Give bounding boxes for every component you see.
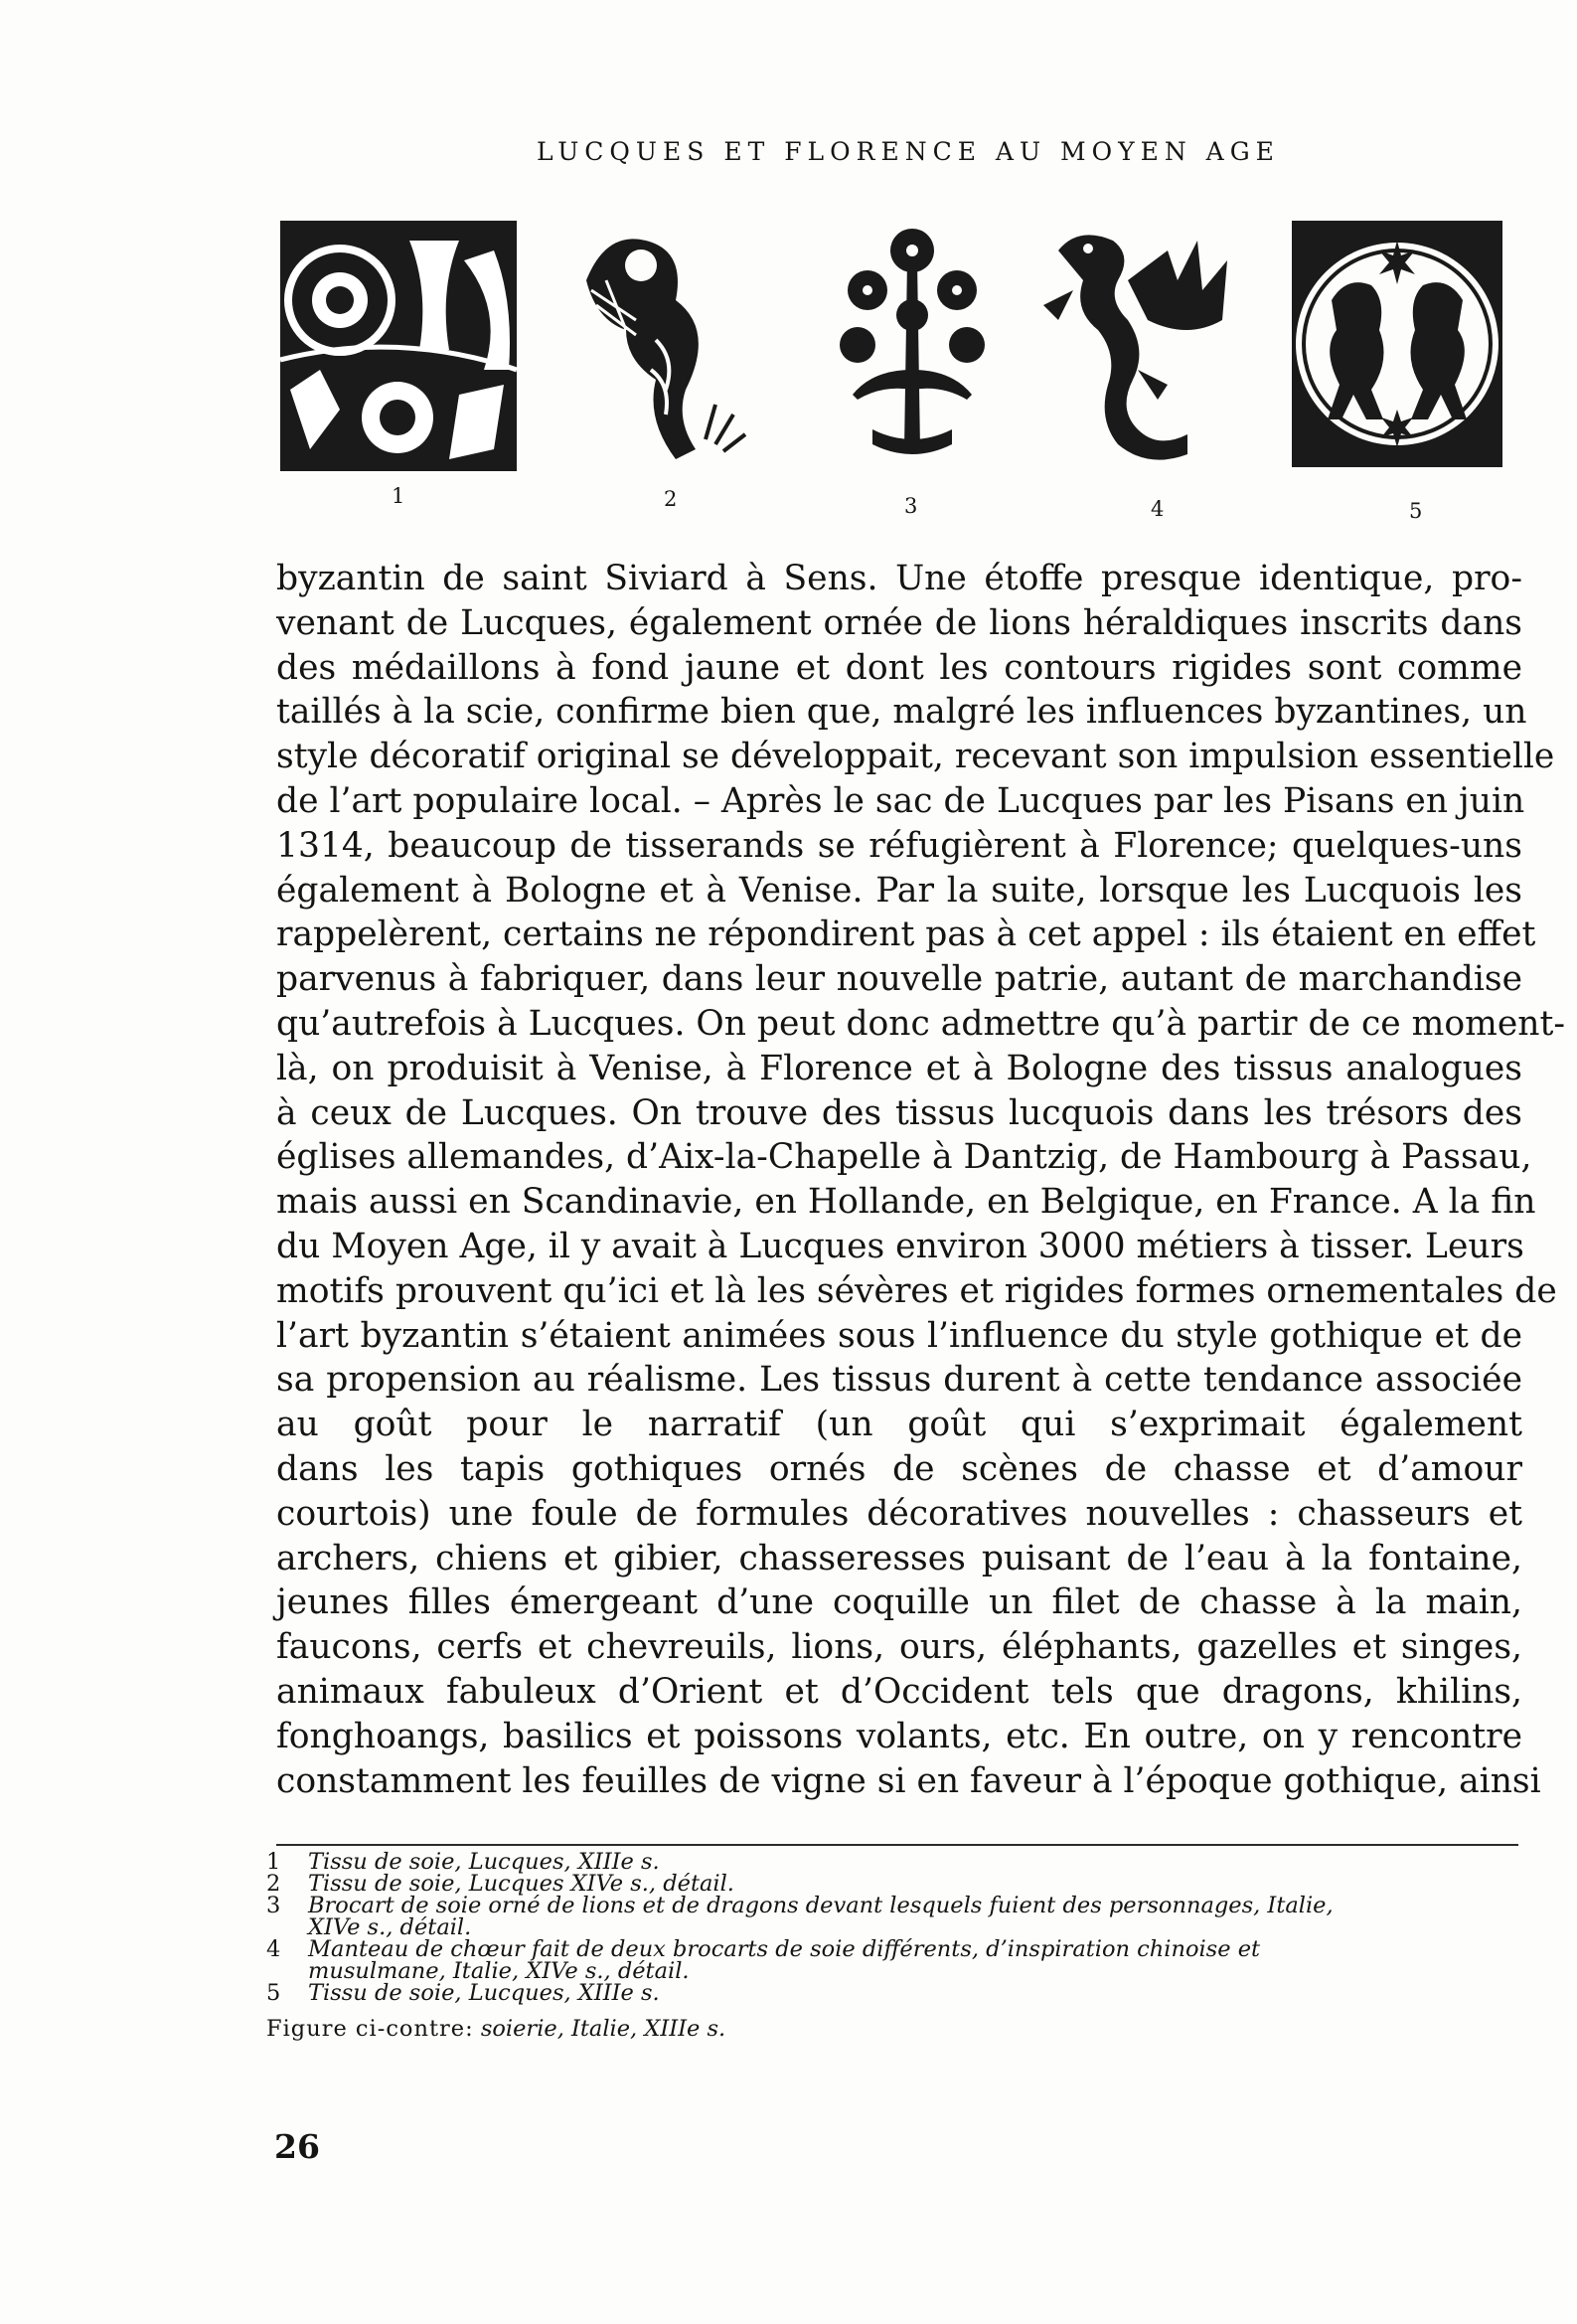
- body-line: églises allemandes, d’Aix-la-Chapelle à Dantzig, de Hambourg à Passau,: [276, 1137, 1532, 1178]
- body-line: courtois) une foule de formules décoratives nouvelles : chasseurs et: [276, 1493, 1522, 1534]
- footnote-number: 2: [266, 1871, 281, 1897]
- body-line: au goût pour le narratif (un goût qui s’exprimait également: [276, 1405, 1522, 1445]
- figure-3-number: 3: [904, 494, 918, 518]
- footnote-rule: [276, 1844, 1518, 1846]
- body-line: qu’autrefois à Lucques. On peut donc admettre qu’à partir de ce moment-: [276, 1003, 1566, 1044]
- body-line: venant de Lucques, également ornée de lions héraldiques inscrits dans: [276, 602, 1522, 643]
- body-line: de l’art populaire local. – Après le sac de Lucques par les Pisans en juin: [276, 780, 1525, 821]
- body-line: animaux fabuleux d’Orient et d’Occident tels que dragons, khilins,: [276, 1671, 1522, 1712]
- body-line: taillés à la scie, confirme bien que, malgré les influences byzantines, un: [276, 692, 1527, 733]
- body-line: mais aussi en Scandinavie, en Hollande, en Belgique, en France. A la fin: [276, 1182, 1536, 1223]
- figure-5-image: [1292, 221, 1502, 467]
- body-line: sa propension au réalisme. Les tissus durent à cette tendance associée: [276, 1360, 1522, 1401]
- body-line: des médaillons à fond jaune et dont les contours rigides sont comme: [276, 647, 1522, 688]
- footnote-text: Tissu de soie, Lucques XIVe s., détail.: [308, 1871, 734, 1897]
- figure-ci-contre-caption: [266, 2018, 1533, 2040]
- body-line: constamment les feuilles de vigne si en faveur à l’époque gothique, ainsi: [276, 1760, 1541, 1801]
- figure-3-image: [813, 221, 1012, 471]
- footnote-text: [308, 1938, 1260, 1982]
- footnote-number: 5: [266, 1980, 281, 2006]
- body-line: également à Bologne et à Venise. Par la suite, lorsque les Lucquois les: [276, 870, 1522, 911]
- footnote-line: Brocart de soie orné de lions et de dragons devant lesquels fuient des personnages, Italie,: [308, 1893, 1334, 1918]
- figure-strip: [0, 221, 1577, 549]
- body-line: du Moyen Age, il y avait à Lucques environ 3000 métiers à tisser. Leurs: [276, 1226, 1524, 1266]
- figure-2-image: [566, 221, 765, 471]
- body-line: dans les tapis gothiques ornés de scènes de chasse et d’amour: [276, 1448, 1522, 1489]
- footnote-text: Tissu de soie, Lucques, XIIIe s.: [308, 1849, 660, 1875]
- body-line: là, on produisit à Venise, à Florence et à Bologne des tissus analogues: [276, 1048, 1522, 1088]
- body-line: style décoratif original se développait, recevant son impulsion essentielle: [276, 737, 1555, 777]
- page-number: 26: [274, 2127, 320, 2166]
- figure-1-image: [280, 221, 517, 471]
- body-text: [276, 557, 1566, 1803]
- footnote-text: [308, 1895, 1334, 1938]
- body-line: parvenus à fabriquer, dans leur nouvelle patrie, autant de marchandise: [276, 959, 1522, 1000]
- footnotes: [266, 1851, 1533, 2040]
- body-line: rappelèrent, certains ne répondirent pas à cet appel : ils étaient en effet: [276, 914, 1536, 955]
- footnote-5: [266, 1982, 1533, 2004]
- figure-ci-contre-label: Figure ci-contre:: [266, 2016, 474, 2042]
- figure-5-number: 5: [1409, 499, 1423, 523]
- body-line: byzantin de saint Siviard à Sens. Une étoffe presque identique, pro-: [276, 559, 1522, 598]
- body-line: 1314, beaucoup de tisserands se réfugièrent à Florence; quelques-uns: [276, 825, 1522, 866]
- footnote-number: 3: [266, 1893, 281, 1918]
- footnote-text: Tissu de soie, Lucques, XIIIe s.: [308, 1980, 660, 2006]
- footnote-3: [266, 1895, 1533, 1938]
- figure-1-number: 1: [392, 484, 405, 508]
- body-line: jeunes filles émergeant d’une coquille un filet de chasse à la main,: [276, 1582, 1522, 1623]
- footnote-line: Manteau de chœur fait de deux brocarts de soie différents, d’inspiration chinoise et: [308, 1936, 1261, 1962]
- footnote-line: XIVe s., détail.: [308, 1914, 472, 1940]
- body-line: à ceux de Lucques. On trouve des tissus lucquois dans les trésors des: [276, 1092, 1522, 1133]
- figure-4-number: 4: [1151, 497, 1165, 521]
- figure-2-number: 2: [664, 487, 678, 511]
- figure-ci-contre-text: soierie, Italie, XIIIe s.: [480, 2016, 726, 2042]
- figure-4-image: [1038, 221, 1247, 471]
- footnote-number: 4: [266, 1936, 281, 1962]
- footnote-number: 1: [266, 1849, 281, 1875]
- body-line: archers, chiens et gibier, chasseresses puisant de l’eau à la fontaine,: [276, 1538, 1522, 1578]
- body-line: faucons, cerfs et chevreuils, lions, ours, éléphants, gazelles et singes,: [276, 1627, 1522, 1668]
- footnote-2: [266, 1873, 1533, 1895]
- body-line: motifs prouvent qu’ici et là les sévères et rigides formes ornementales de: [276, 1270, 1557, 1311]
- footnote-line: musulmane, Italie, XIVe s., détail.: [308, 1958, 690, 1984]
- running-head: LUCQUES ET FLORENCE AU MOYEN AGE: [537, 137, 1280, 166]
- footnote-4: [266, 1938, 1533, 1982]
- footnote-1: [266, 1851, 1533, 1873]
- body-line: l’art byzantin s’étaient animées sous l’influence du style gothique et de: [276, 1315, 1522, 1356]
- body-line: fonghoangs, basilics et poissons volants, etc. En outre, on y rencontre: [276, 1716, 1522, 1756]
